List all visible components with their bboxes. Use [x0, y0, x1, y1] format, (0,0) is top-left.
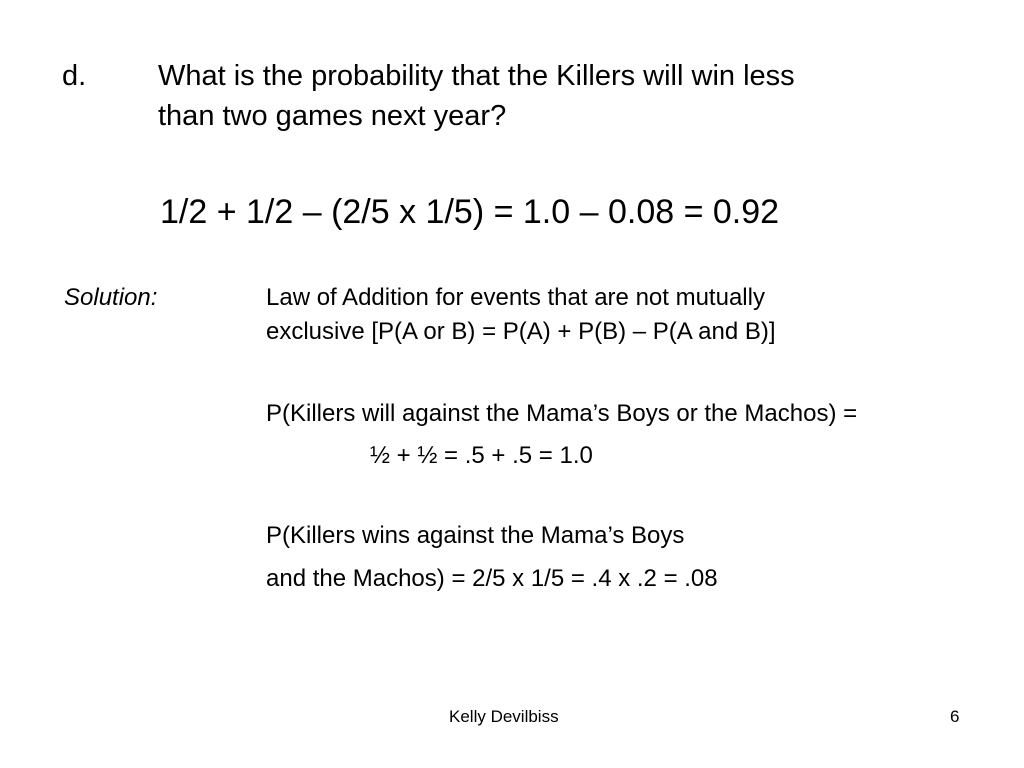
page-number: 6: [950, 707, 960, 726]
probability-both-line-1: P(Killers wins against the Mama’s Boys: [266, 522, 685, 549]
question-letter: d.: [62, 60, 87, 92]
law-of-addition-line-1: Law of Addition for events that are not mutually: [266, 284, 765, 311]
probability-both-line-2: and the Machos) = 2/5 x 1/5 = .4 x .2 = .08: [266, 565, 718, 592]
footer-author: Kelly Devilbiss: [449, 707, 559, 726]
law-of-addition-line-2: exclusive [P(A or B) = P(A) + P(B) – P(A and B)]: [266, 318, 776, 345]
probability-either-line-1: P(Killers will against the Mama’s Boys or the Machos) =: [266, 400, 858, 427]
question-line-2: than two games next year?: [158, 100, 507, 132]
answer-equation: 1/2 + 1/2 – (2/5 x 1/5) = 1.0 – 0.08 = 0.92: [160, 193, 780, 231]
question-line-1: What is the probability that the Killers will win less: [158, 60, 795, 92]
solution-label: Solution:: [64, 284, 158, 311]
probability-either-line-2: ½ + ½ = .5 + .5 = 1.0: [370, 442, 593, 469]
